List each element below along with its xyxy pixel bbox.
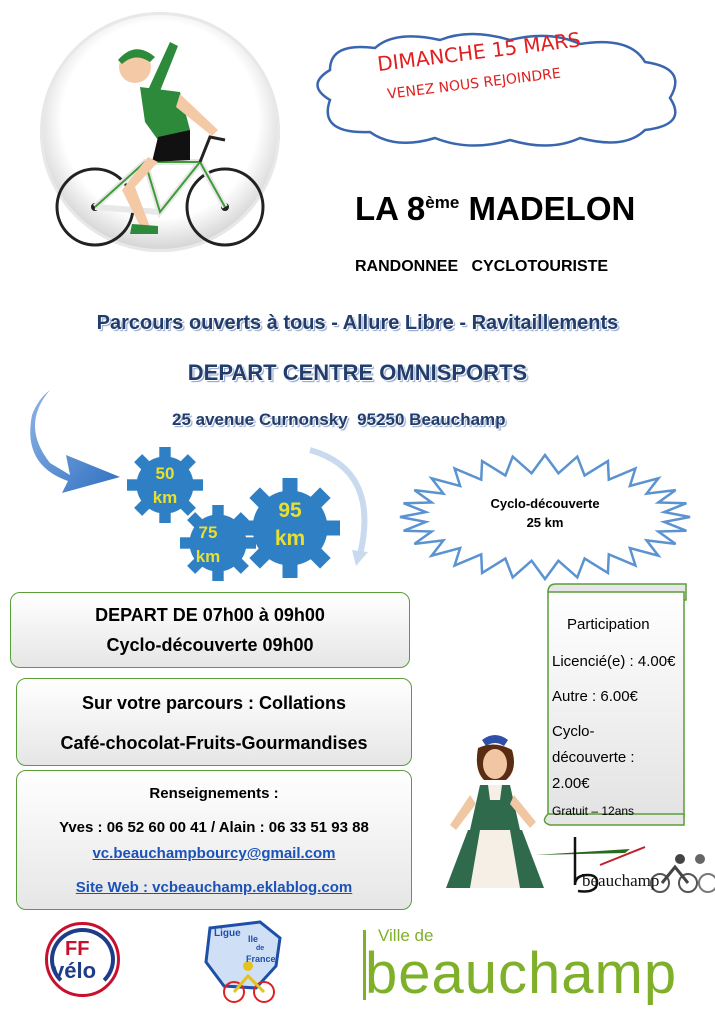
event-title — [355, 190, 635, 228]
participation-heading: Participation — [567, 616, 650, 633]
route-50-number: 50 — [155, 464, 175, 483]
price-licensed: Licencié(e) : 4.00€ — [552, 653, 676, 670]
departure-window: DEPART DE 07h00 à 09h00 — [95, 605, 325, 625]
price-cyclo-line2: découverte : — [552, 749, 635, 766]
event-subtitle: RANDONNEE CYCLOTOURISTE — [355, 258, 609, 275]
title-prefix: LA 8 — [355, 190, 426, 227]
ville-de-text: Ville de — [378, 926, 434, 945]
curved-arrow-icon — [20, 385, 125, 495]
phone-contacts: Yves : 06 52 60 00 41 / Alain : 06 33 51 93 88 — [59, 819, 369, 836]
cyclo-decouverte-distance: 25 km — [526, 515, 564, 530]
refreshments-list: Café-chocolat-Fruits-Gourmandises — [60, 733, 368, 753]
club-logo-text: beauchamp — [582, 871, 660, 890]
cyclo-departure-time: Cyclo-découverte 09h00 — [106, 635, 314, 655]
ligue-text-3: de — [256, 945, 265, 952]
route-50km — [140, 462, 190, 510]
refreshments-box — [16, 678, 412, 766]
route-95km — [265, 497, 315, 553]
event-date: DIMANCHE 15 MARS — [375, 27, 582, 77]
title-superscript: ème — [425, 193, 460, 212]
ffvelo-ff-text: FF — [65, 938, 90, 960]
route-50-unit: km — [152, 488, 178, 507]
participation-scroll — [540, 582, 690, 827]
features-line: Parcours ouverts à tous - Allure Libre - Ravitaillements — [96, 312, 619, 334]
free-under-12: Gratuit – 12ans — [552, 804, 635, 818]
website-link[interactable]: Site Web : vcbeauchamp.eklablog.com — [75, 879, 353, 896]
ligue-text-1: Ligue — [214, 928, 241, 939]
route-75-number: 75 — [198, 523, 218, 542]
ligue-text-4: France — [246, 954, 276, 964]
route-95-number: 95 — [278, 499, 302, 522]
velo-club-beauchamp-logo — [530, 835, 715, 895]
price-cyclo-line1: Cyclo- — [552, 723, 595, 740]
cyclo-decouverte-label: Cyclo-découverte — [490, 496, 600, 511]
route-75km — [193, 521, 223, 569]
route-75-unit: km — [195, 547, 221, 566]
title-suffix: MADELON — [459, 190, 636, 227]
info-heading: Renseignements : — [149, 785, 279, 802]
ffvelo-velo-text: vélo — [52, 958, 97, 983]
refreshments-heading: Sur votre parcours : Collations — [81, 693, 347, 713]
price-other: Autre : 6.00€ — [552, 688, 638, 705]
departure-times-box — [10, 592, 410, 668]
ffvelo-logo — [45, 922, 120, 997]
join-us-text: VENEZ NOUS REJOINDRE — [386, 65, 562, 103]
email-link[interactable]: vc.beauchampbourcy@gmail.com — [92, 845, 336, 862]
ligue-text-2: Ile — [248, 934, 259, 944]
departure-location-title: DEPART CENTRE OMNISPORTS — [187, 360, 528, 385]
cyclist-illustration — [40, 12, 280, 252]
ligue-ile-de-france-logo — [200, 918, 290, 1006]
contact-info-box — [16, 770, 412, 910]
price-cyclo-line3: 2.00€ — [552, 775, 590, 792]
route-95-unit: km — [274, 527, 306, 550]
beauchamp-wordmark: beauchamp — [365, 941, 678, 1006]
address-text: 25 avenue Curnonsky 95250 Beauchamp — [172, 410, 506, 429]
